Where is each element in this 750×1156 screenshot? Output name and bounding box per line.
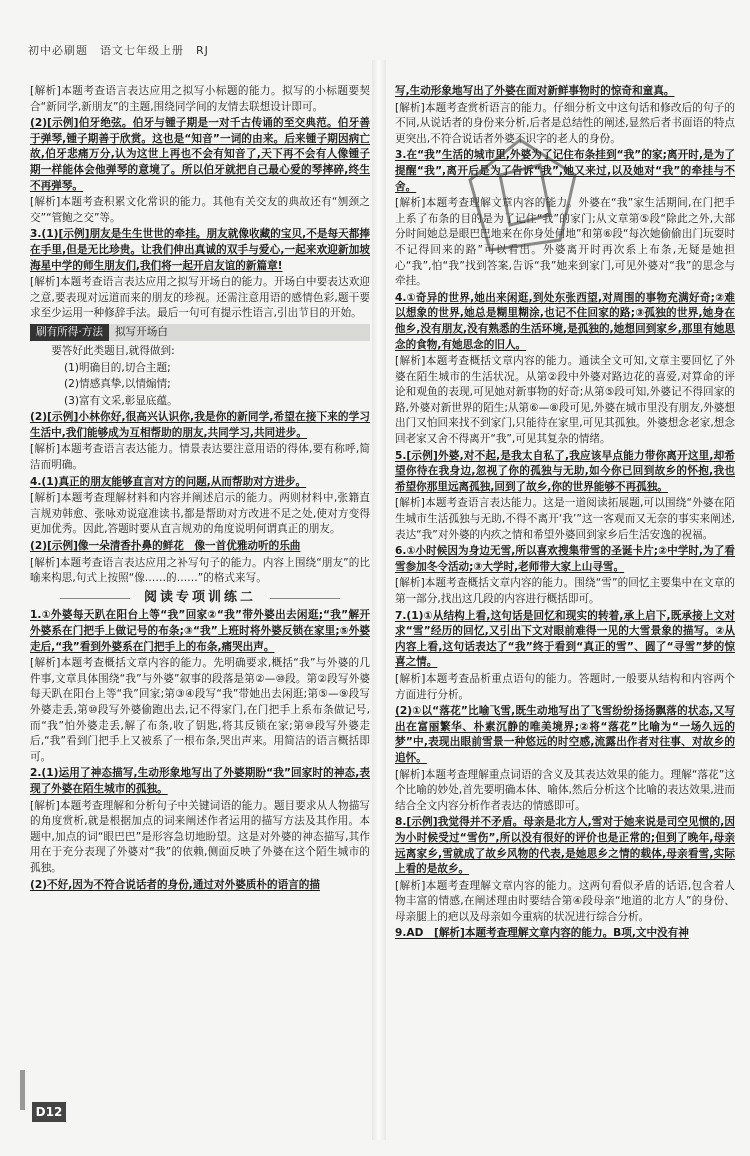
section-title: 阅读专项训练二 bbox=[30, 590, 370, 606]
method-tip: (3)富有文采,彰显底蕴。 bbox=[64, 394, 178, 407]
answer-text: 6.①小时候因为身边无雪,所以喜欢搜集带雪的圣诞卡片;②中学时,为了看雪参加冬令活动;③大学时,老师带大家上山寻雪。 bbox=[395, 545, 735, 573]
answer-text: (2)①以“落花”比喻飞雪,既生动地写出了飞雪纷纷扬扬飘落的状态,又写出在富丽繁华、朴素沉静的唯美境界;②将“落花”比喻为“一场久远的梦”中,表现出眼前雪景一种悠远的时空感,流露出作者对往事、对故乡的追怀。 bbox=[395, 705, 735, 764]
analysis-text: [解析]本题考查概括文章内容的能力。围绕“雪”的回忆主要集中在文章的第一部分,找出这几段的内容进行概括即可。 bbox=[395, 577, 735, 605]
analysis-text: [解析]本题考查理解和分析句子中关键词语的能力。题目要求从人物描写的角度赏析,就是根据加点的词来阐述作者运用的描写方法及其作用。本题中,加点的词“眼巴巴”是形容急切地盼望。这是对外婆的神态描写,其作用在于充分表现了外婆对“我”的依赖,侧面反映了外婆在这个陌生城市的孤独。 bbox=[30, 799, 370, 874]
body-text: 要答好此类题目,就得做到: bbox=[51, 344, 175, 357]
analysis-text: [解析]本题考查概括文章内容的能力。通读全文可知,文章主要回忆了外婆在陌生城市的生活状况。从第②段中外婆对路边花的喜爱,对算命的评论和观鱼的表现,可见她对新事物的好奇;从第⑤段可知,外婆记不得回家的路,外婆对新世界的陌生;从第⑥—⑧段可见,外婆在城市里没有朋友,外婆想出门又怕回来找不到家门,只能待在家里,可见其孤独。外婆想念老家,想念回老家又舍不得离开“我”,可见其复杂的情绪。 bbox=[395, 355, 735, 446]
left-column bbox=[30, 84, 370, 894]
method-banner-text: 拟写开场白 bbox=[114, 325, 168, 338]
analysis-text: [解析]本题考查概括文章内容的能力。先明确要求,概括“我”与外婆的几件事,文章具体围绕“我”与外婆”叙事的段落是第②—⑩段。第②段写外婆每天趴在阳台上等“我”回家;第③④段写“我”带她出去闲逛;第⑤—⑨段写外婆走丢,第⑩段写外婆偷跑出去,记不得家门,在门把手上系布条做记号,而“我”怕外婆走丢,解了布条,收了钥匙,将其反锁在家;第⑩段写外婆走后,“我”看到门把手上又被系了一根布条,哭出声来。用简洁的语言概括即可。 bbox=[30, 657, 370, 763]
analysis-text: [解析]本题考查赏析语言的能力。仔细分析文中这句话和修改后的句子的不同,从说话者的身份来分析,后者是总结性的阐述,显然后者书面语的特点更突出,不符合说话者外婆不识字的老人的身份。 bbox=[395, 101, 735, 145]
right-column bbox=[395, 84, 735, 943]
analysis-text: [解析]本题考查理解材料和内容并阐述启示的能力。两则材料中,张籍直言规劝韩愈、张咏劝说寇准读书,都是帮助对方改进不足之处,使对方变得更加优秀。因此,答题时要从直言规劝的角度说明何谓真正的朋友。 bbox=[30, 492, 370, 536]
answer-text: 4.(1)真正的朋友能够直言对方的问题,从而帮助对方进步。 bbox=[30, 475, 307, 488]
analysis-text: [解析]本题考查理解文章内容的能力。这两句看似矛盾的话语,包含着人物丰富的情感,在阐述理由时要结合第④段母亲“地道的北方人”的身份、母亲腿上的疤以及母亲如今重病的状况进行综合分析。 bbox=[395, 879, 735, 923]
analysis-text: [解析]本题考查语言表达应用之拟写开场白的能力。开场白中要表达欢迎之意,要表现对远道而来的朋友的珍视。还需注意用语的感情色彩,题干要求至少运用一种修辞手法。最后一句可有提示性语言,引出节目的开始。 bbox=[30, 276, 370, 320]
page-number: D12 bbox=[32, 1102, 66, 1122]
analysis-text: [解析]本题考查理解重点词语的含义及其表达效果的能力。理解“落花”这个比喻的妙处,首先要明确本体、喻体,然后分析这个比喻的表达效果,进而结合全文内容分析作者表达的情感即可。 bbox=[395, 768, 735, 812]
answer-text: 7.(1)①从结构上看,这句话是回忆和现实的转着,承上启下,既承接上文对求“雪”经历的回忆,又引出下文对眼前难得一见的大雪景象的描写。②从内容上看,这句话表达了“我”终于看到“真正的雪”、圆了“寻雪”梦的惊喜之情。 bbox=[395, 609, 735, 669]
answer-text: (2)[示例]像一朵清香扑鼻的鲜花 像一首优雅动听的乐曲 bbox=[30, 540, 301, 553]
answer-text: 5.[示例]外婆,对不起,是我太自私了,我应该早点能力带你离开这里,却希望你待在我身边,忽视了你的孤独与无助,如今你已回到故乡的怀抱,我也希望你那里远离孤独,回到了故乡,你的世界能够不再孤独。 bbox=[395, 449, 735, 493]
answer-text: 3.在“我”生活的城市里,外婆为了记住布条挂到“我”的家;离开时,是为了提醒“我”,离开后是为了告诉“我”,她又来过,以及她对“我”的牵挂与不舍。 bbox=[395, 149, 735, 193]
page-edge-mark bbox=[20, 1070, 25, 1110]
answer-text: (2)[示例]伯牙绝弦。伯牙与锺子期是一对千古传诵的至交典范。伯牙善于弹琴,锺子期善于欣赏。这也是“知音”一词的由来。后来锺子期因病亡故,伯牙悲痛万分,认为这世上再也不会有知音了,天下再不会有人像锺子期一样能体会他弹琴的意境了。所以伯牙就把自己最心爱的琴摔碎,终生不再弹琴。 bbox=[30, 117, 370, 192]
answer-text: (2)[示例]小林你好,很高兴认识你,我是你的新同学,希望在接下来的学习生活中,我们能够成为互相帮助的朋友,共同学习,共同进步。 bbox=[30, 411, 370, 439]
answer-text: 4.①奇异的世界,她出来闲逛,到处东张西望,对周围的事物充满好奇;②难以想象的世界,她总是糊里糊涂,也记不住回家的路;③孤独的世界,她身在他乡,没有朋友,没有熟悉的生活环境,是孤独的,她想回到家乡,那里有她思念的食物,有她思念的旧人。 bbox=[395, 291, 735, 351]
answer-text: 1.①外婆每天趴在阳台上等“我”回家②“我”带外婆出去闲逛;“我”解开外婆系在门把手上做记号的布条;③“我”上班时将外婆反锁在家里;⑤外婆走后,“我”看到外婆系在门把手上的布条,痛哭出声。 bbox=[30, 609, 370, 653]
analysis-text: [解析]本题考查语言表达能力。情景表达要注意用语的得体,要有称呼,简洁而明确。 bbox=[30, 443, 370, 472]
answer-text: 8.[示例]我觉得并不矛盾。母亲是北方人,雪对于她来说是司空见惯的,因为小时候受过“雪伤”,所以没有很好的评价也是正常的;但到了晚年,母亲远离家乡,雪就成了故乡风物的代表,是她思乡之情的载体,母亲看雪,实际上看的是故乡。 bbox=[395, 816, 735, 876]
answer-text: 2.(1)运用了神态描写,生动形象地写出了外婆期盼“我”回家时的神态,表现了外婆在陌生城市的孤独。 bbox=[30, 767, 370, 795]
analysis-text: [解析]本题考查积累文化常识的能力。其他有关交友的典故还有“刎颈之交”“管鲍之交”等。 bbox=[30, 196, 370, 224]
answer-text: (2)不好,因为不符合说话者的身份,通过对外婆质朴的语言的描 bbox=[30, 878, 320, 891]
analysis-text: [解析]本题考查语言表达应用之补写句子的能力。内容上围绕“朋友”的比喻来构思,句式上按照“像……的……”的格式来写。 bbox=[30, 556, 370, 585]
answer-text: 写,生动形象地写出了外婆在面对新鲜事物时的惊奇和童真。 bbox=[395, 85, 675, 97]
answer-text: 3.(1)[示例]朋友是生生世世的牵挂。朋友就像收藏的宝贝,不是每天都捧在手里,但是无比珍贵。让我们伸出真诚的双手与爱心,一起来欢迎新加坡海星中学的师生朋友们,我们将一起开启友谊的新篇章! bbox=[30, 228, 370, 272]
method-tip: (2)情感真挚,以情煽情; bbox=[64, 378, 171, 391]
answer-text: 9.AD [解析]本题考查理解文章内容的能力。B项,文中没有神 bbox=[395, 927, 689, 940]
method-tip: (1)明确目的,切合主题; bbox=[64, 361, 171, 374]
method-banner bbox=[30, 324, 370, 341]
analysis-text: [解析]本题考查语言表达能力。这是一道阅读拓展题,可以围绕“外婆在陌生城市生活孤独与无助,不得不离开‘我’”这一客观而又无奈的事实来阐述,表达“我”对外婆的内疚之情和希望外婆回到家乡后生活安逸的祝福。 bbox=[395, 497, 735, 541]
analysis-text: [解析]本题考查理解文章内容的能力。外婆在“我”家生活期间,在门把手上系了布条的目的是为了记住“我”的家门;从文章第⑤段“除此之外,大部分时间她总是眼巴巴地来在你身处何地”和第⑥段“每次她偷偷出门玩耍时不记得回来的路”可以看出。外婆离开时再次系上布条,无疑是她担心“我”,怕“我”找到答案,告诉“我”她来到家门,可见外婆对“我”的思念与牵挂。 bbox=[395, 197, 735, 288]
method-banner-tag: 刷有所得·方法 bbox=[30, 324, 109, 341]
analysis-text: [解析]本题考查语言表达应用之拟写小标题的能力。拟写的小标题要契合“新同学,新朋友”的主题,围绕同学间的友情去联想设计即可。 bbox=[30, 85, 370, 113]
analysis-text: [解析]本题考查品析重点语句的能力。答题时,一般要从结构和内容两个方面进行分析。 bbox=[395, 672, 735, 701]
running-header: 初中必刷题 语文七年级上册 RJ bbox=[28, 44, 209, 57]
book-spine-shadow bbox=[372, 60, 386, 1140]
